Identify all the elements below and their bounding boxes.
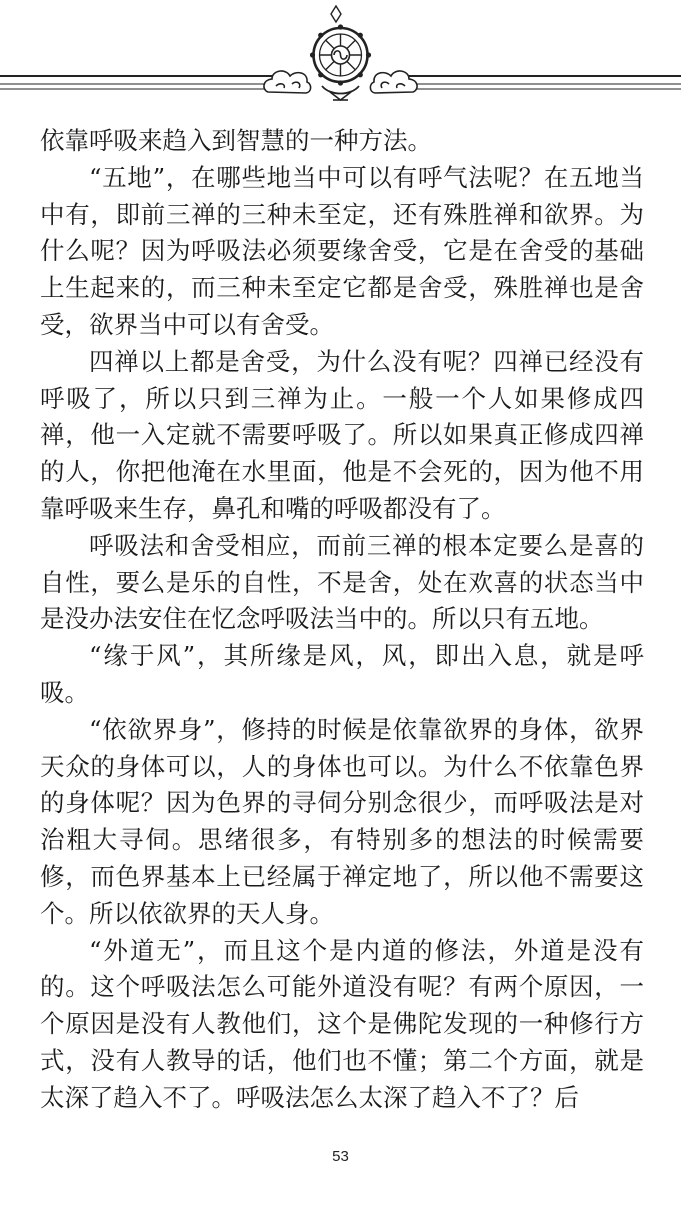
page-number: 53	[332, 1148, 349, 1165]
page-body	[40, 123, 644, 1117]
right-cloud-ornament	[370, 71, 417, 93]
paragraph: 呼吸法和舍受相应，而前三禅的根本定要么是喜的自性，要么是乐的自性，不是舍，处在欢喜的状态当中是没办法安住在忆念呼吸法当中的。所以只有五地。	[40, 530, 644, 634]
paragraph: “缘于风”，其所缘是风，风，即出入息，就是呼吸。	[40, 641, 644, 707]
header-ornament	[0, 0, 681, 110]
dharma-wheel-icon	[310, 6, 371, 100]
paragraph: 四禅以上都是舍受，为什么没有呢？四禅已经没有呼吸了，所以只到三禅为止。一般一个人如果修成四禅，他一入定就不需要呼吸了。所以如果真正修成四禅的人，你把他淹在水里面，他是不会死的，因为他不用靠呼吸来生存，鼻孔和嘴的呼吸都没有了。	[40, 346, 644, 523]
paragraph: “五地”，在哪些地当中可以有呼气法呢？在五地当中有，即前三禅的三种未至定，还有殊胜禅和欲界。为什么呢？因为呼吸法必须要缘舍受，它是在舍受的基础上生起来的，而三种未至定它都是舍受，殊胜禅也是舍受，欲界当中可以有舍受。	[40, 162, 644, 339]
paragraph: “外道无”，而且这个是内道的修法，外道是没有的。这个呼吸法怎么可能外道没有呢？有两个原因，一个原因是没有人教他们，这个是佛陀发现的一种修行方式，没有人教导的话，他们也不懂；第二个方面，就是太深了趋入不了。呼吸法怎么太深了趋入不了？后	[40, 935, 644, 1112]
paragraph: 依靠呼吸来趋入到智慧的一种方法。	[40, 126, 432, 155]
paragraph: “依欲界身”，修持的时候是依靠欲界的身体，欲界天众的身体可以，人的身体也可以。为什么不依靠色界的身体呢？因为色界的寻伺分别念很少，而呼吸法是对治粗大寻伺。思绪很多，有特别多的想法的时候需要修，而色界基本上已经属于禅定地了，所以他不需要这个。所以依欲界的天人身。	[40, 714, 644, 928]
left-cloud-ornament	[264, 71, 311, 93]
